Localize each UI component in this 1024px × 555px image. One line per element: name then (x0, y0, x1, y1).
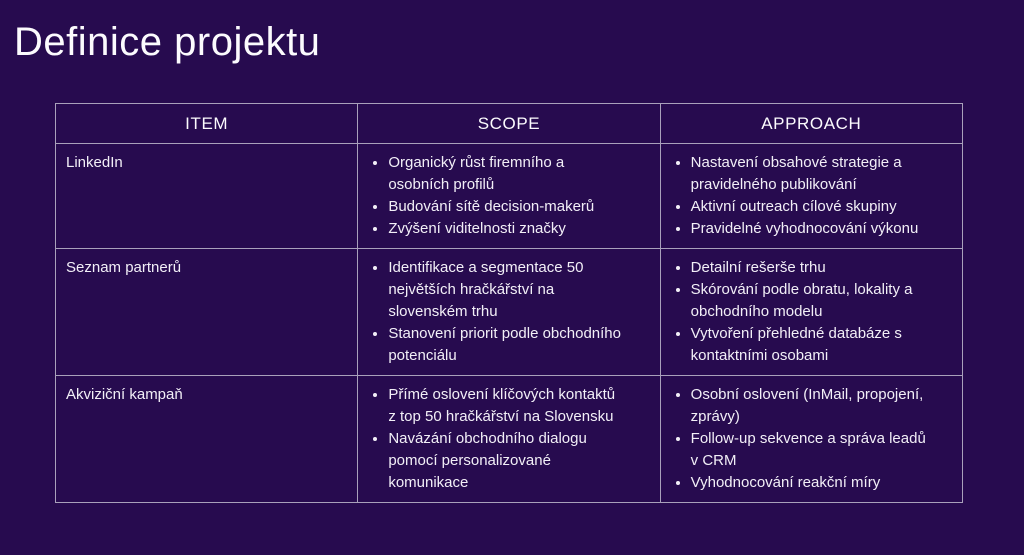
scope-bullet-list (368, 384, 626, 494)
slide-title: Definice projektu (14, 20, 321, 64)
bullet-item: • Osobní oslovení (InMail, propojení, zprávy) (691, 384, 929, 428)
project-definition-table (55, 103, 963, 503)
approach-cell (660, 144, 962, 249)
column-header-scope: SCOPE (358, 104, 660, 144)
bullet-item: • Aktivní outreach cílové skupiny (691, 196, 929, 218)
bullet-item: • Follow-up sekvence a správa leadů v CRM (691, 428, 929, 472)
approach-cell (660, 249, 962, 376)
approach-bullet-list (671, 384, 929, 494)
table-row-akvizicni-kampan (56, 376, 963, 503)
table-row-seznam-partneru (56, 249, 963, 376)
approach-bullet-list (671, 257, 929, 367)
item-cell: Akviziční kampaň (56, 376, 358, 503)
bullet-item: • Detailní rešerše trhu (691, 257, 929, 279)
bullet-item: • Skórování podle obratu, lokality a obchodního modelu (691, 279, 929, 323)
item-cell: LinkedIn (56, 144, 358, 249)
bullet-item: • Organický růst firemního a osobních profilů (388, 152, 626, 196)
bullet-item: • Navázání obchodního dialogu pomocí personalizované komunikace (388, 428, 626, 494)
table-row-linkedin (56, 144, 963, 249)
bullet-item: • Nastavení obsahové strategie a pravidelného publikování (691, 152, 929, 196)
column-header-approach: APPROACH (660, 104, 962, 144)
bullet-item: • Pravidelné vyhodnocování výkonu (691, 218, 929, 240)
scope-bullet-list (368, 152, 626, 240)
bullet-item: • Zvýšení viditelnosti značky (388, 218, 626, 240)
item-cell: Seznam partnerů (56, 249, 358, 376)
header-row (56, 104, 963, 144)
approach-cell (660, 376, 962, 503)
scope-cell (358, 144, 660, 249)
column-header-item: ITEM (56, 104, 358, 144)
scope-cell (358, 249, 660, 376)
scope-cell (358, 376, 660, 503)
bullet-item: • Přímé oslovení klíčových kontaktů z top 50 hračkářství na Slovensku (388, 384, 626, 428)
bullet-item: • Stanovení priorit podle obchodního potenciálu (388, 323, 626, 367)
bullet-item: • Vytvoření přehledné databáze s kontaktními osobami (691, 323, 929, 367)
bullet-item: • Identifikace a segmentace 50 největších hračkářství na slovenském trhu (388, 257, 626, 323)
bullet-item: • Budování sítě decision-makerů (388, 196, 626, 218)
scope-bullet-list (368, 257, 626, 367)
bullet-item: • Vyhodnocování reakční míry (691, 472, 929, 494)
approach-bullet-list (671, 152, 929, 240)
